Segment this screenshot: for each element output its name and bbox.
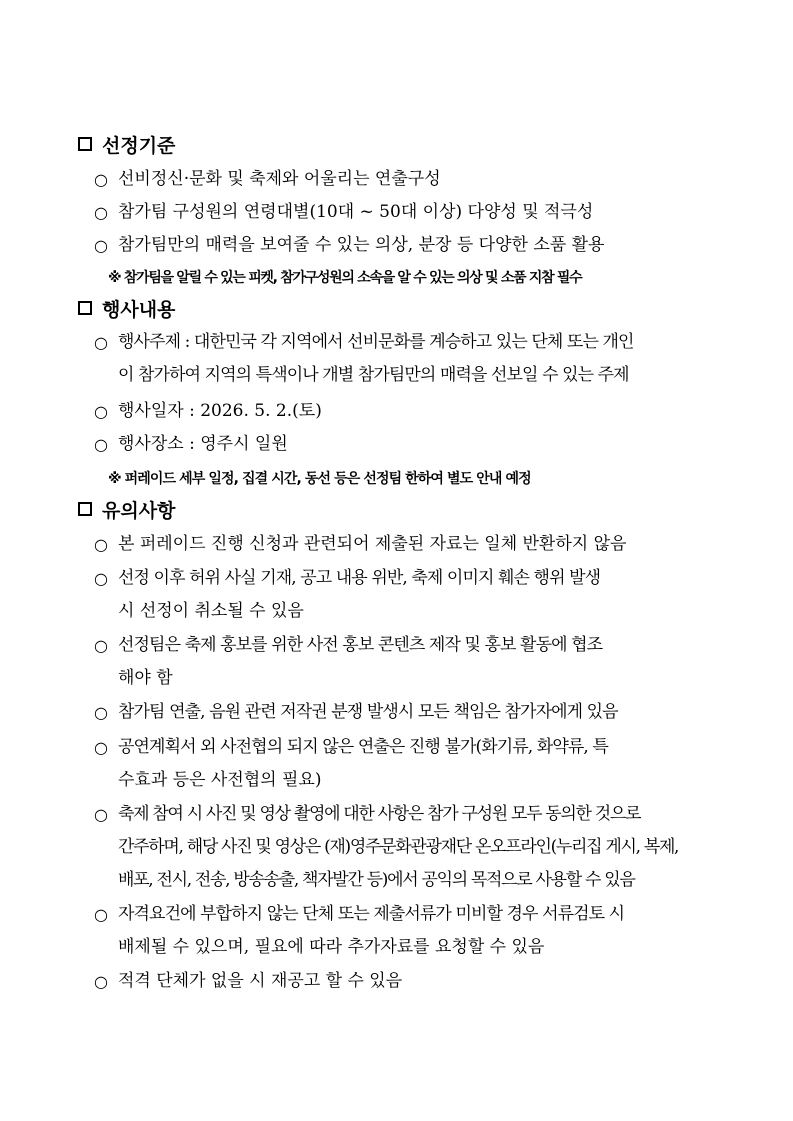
circle-bullet-icon: ○ [94,972,108,991]
list-item: ○ 행사주제 : 대한민국 각 지역에서 선비문화를 계승하고 있는 단체 또는 개인 이 참가하여 지역의 특색이나 개별 참가팀만의 매력을 선보일 수 있는 주제 [94,326,724,392]
list-item: ○ 선정 이후 허위 사실 기재, 공고 내용 위반, 축제 이미지 훼손 행위 발생 시 선정이 취소될 수 있음 [94,562,724,628]
section-title-precautions: 유의사항 [78,494,175,524]
list-item: ○ 축제 참여 시 사진 및 영상 촬영에 대한 사항은 참가 구성원 모두 동의한 것으로 간주하며, 해당 사진 및 영상은 (재)영주문화관광재단 온오프라인(누리집 게시, 복제, 배포, 전시, 전송, 방송송출, 책자발간 등)에서 공익의 목적으로 사용할 수 있음 [94,798,724,897]
circle-bullet-icon: ○ [94,333,108,352]
circle-bullet-icon: ○ [94,703,108,722]
list-item: ○ 행사장소 : 영주시 일원 [94,428,724,461]
list-item: ○ 행사일자 : 2026. 5. 2.(토) [94,395,724,428]
circle-bullet-icon: ○ [94,402,108,421]
list-item: ○ 자격요건에 부합하지 않는 단체 또는 제출서류가 미비할 경우 서류검토 시 배제될 수 있으며, 필요에 따라 추가자료를 요청할 수 있음 [94,898,724,964]
circle-bullet-icon: ○ [94,738,108,757]
section-title-event-details: 행사내용 [78,293,175,323]
checkbox-square-icon [78,137,92,151]
section-title-criteria: 선정기준 [78,129,175,159]
circle-bullet-icon: ○ [94,203,108,222]
list-item: ○ 선비정신·문화 및 축제와 어울리는 연출구성 [94,163,724,196]
circle-bullet-icon: ○ [94,236,108,255]
circle-bullet-icon: ○ [94,569,108,588]
note-text: ※ 참가팀을 알릴 수 있는 피켓, 참가구성원의 소속을 알 수 있는 의상 및 소품 지참 필수 [108,270,582,286]
list-item: ○ 참가팀만의 매력을 보여줄 수 있는 의상, 분장 등 다양한 소품 활용 [94,229,724,262]
list-item: ○ 공연계획서 외 사전협의 되지 않은 연출은 진행 불가(화기류, 화약류, 특 수효과 등은 사전협의 필요) [94,731,724,797]
circle-bullet-icon: ○ [94,435,108,454]
circle-bullet-icon: ○ [94,535,108,554]
circle-bullet-icon: ○ [94,636,108,655]
list-item: ○ 선정팀은 축제 홍보를 위한 사전 홍보 콘텐츠 제작 및 홍보 활동에 협조 해야 함 [94,629,724,695]
checkbox-square-icon [78,301,92,315]
list-item: ○ 적격 단체가 없을 시 재공고 할 수 있음 [94,965,724,998]
list-item: ○ 참가팀 연출, 음원 관련 저작권 분쟁 발생시 모든 책임은 참가자에게 있음 [94,696,724,729]
circle-bullet-icon: ○ [94,805,108,824]
list-item: ○ 본 퍼레이드 진행 신청과 관련되어 제출된 자료는 일체 반환하지 않음 [94,528,724,561]
checkbox-square-icon [78,502,92,516]
note-text: ※ 퍼레이드 세부 일정, 집결 시간, 동선 등은 선정팀 한하여 별도 안내 예정 [108,471,531,487]
circle-bullet-icon: ○ [94,170,108,189]
circle-bullet-icon: ○ [94,905,108,924]
list-item: ○ 참가팀 구성원의 연령대별(10대 ~ 50대 이상) 다양성 및 적극성 [94,196,724,229]
